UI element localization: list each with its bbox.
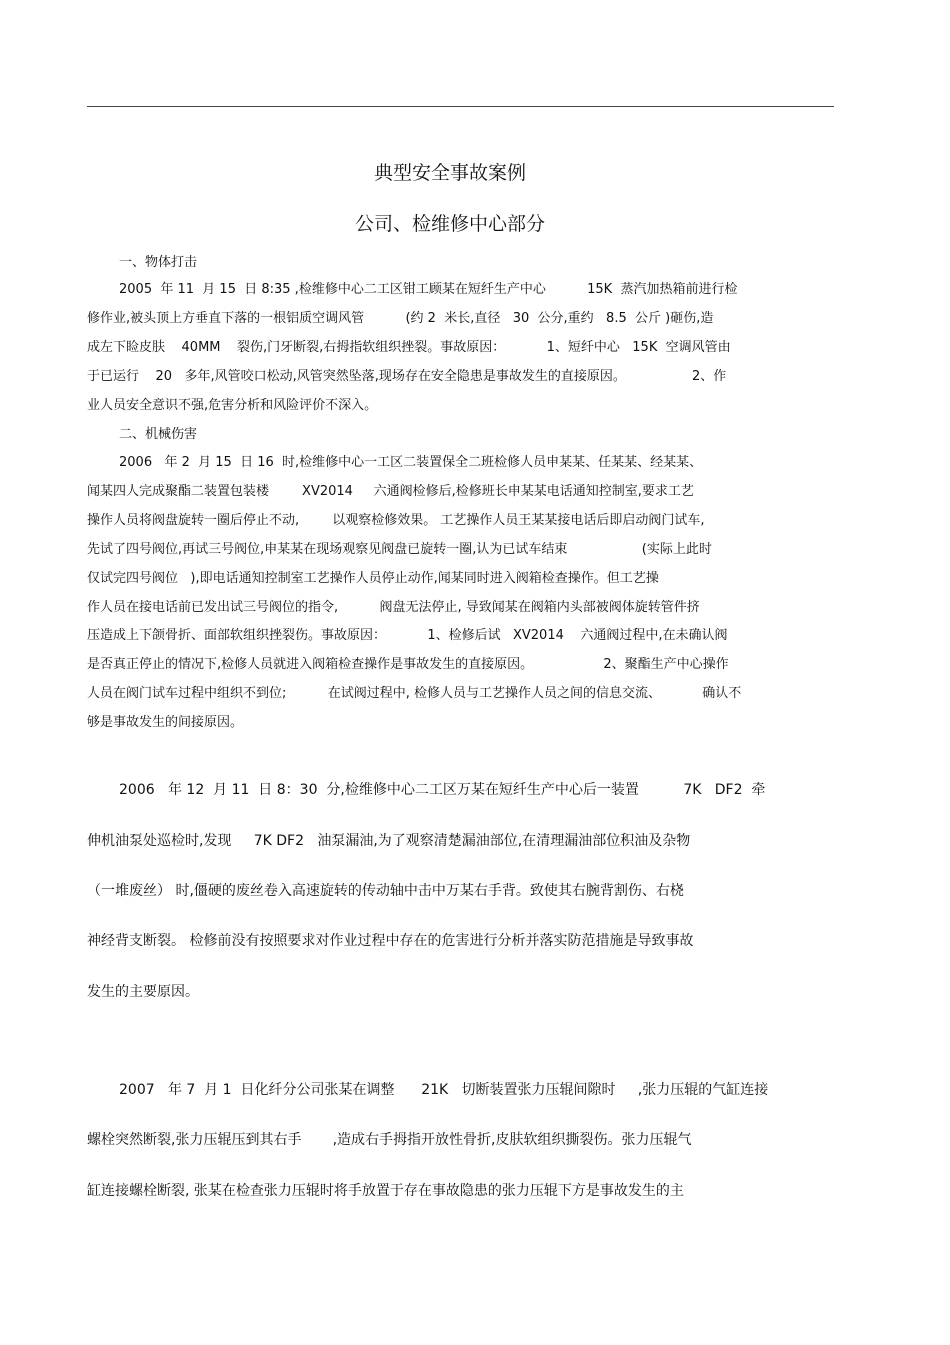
paragraph-line: 发生的主要原因。 — [87, 984, 199, 1000]
paragraph-line: 人员在阀门试车过程中组织不到位; 在试阀过程中, 检修人员与工艺操作人员之间的信息交流、 确认不 — [87, 686, 742, 701]
paragraph-line: 于已运行 20 多年,风管咬口松动,风管突然坠落,现场存在安全隐患是事故发生的直接原因。 2、作 — [87, 369, 727, 384]
paragraph-line: 是否真正停止的情况下,检修人员就进入阀箱检查操作是事故发生的直接原因。 2、聚酯生产中心操作 — [87, 657, 729, 672]
paragraph-line: 修作业,被头顶上方垂直下落的一根铝质空调风管 (约 2 米长,直径 30 公分,重约 8.5 公斤 )砸伤,造 — [87, 311, 714, 326]
paragraph-line: （一堆废丝） 时,僵硬的废丝卷入高速旋转的传动轴中击中万某右手背。致使其右腕背割伤、右桡 — [87, 883, 684, 899]
paragraph-line: 2006 年 2 月 15 日 16 时,检维修中心一工区二装置保全二班检修人员申某某、任某某、经某某、 — [119, 455, 703, 470]
paragraph-line: 2006 年 12 月 11 日 8：30 分,检维修中心二工区万某在短纤生产中心后一装置 7K DF2 牵 — [119, 782, 766, 798]
paragraph-line: 仅试完四号阀位 ),即电话通知控制室工艺操作人员停止动作,闻某同时进入阀箱检查操作。但工艺操 — [87, 571, 659, 586]
doc-subtitle: 公司、检维修中心部分 — [354, 213, 545, 235]
paragraph-line: 够是事故发生的间接原因。 — [87, 715, 244, 730]
paragraph-line: 业人员安全意识不强,危害分析和风险评价不深入。 — [87, 398, 378, 413]
paragraph-line: 螺栓突然断裂,张力压辊压到其右手 ,造成右手拇指开放性骨折,皮肤软组织撕裂伤。张力压辊气 — [87, 1132, 692, 1148]
paragraph-line: 压造成上下颌骨折、面部软组织挫裂伤。事故原因： 1、检修后试 XV2014 六通阀过程中,在未确认阀 — [87, 628, 728, 643]
doc-title: 典型安全事故案例 — [373, 162, 526, 184]
paragraph-line: 缸连接螺栓断裂, 张某在检查张力压辊时将手放置于存在事故隐患的张力压辊下方是事故发生的主 — [87, 1183, 684, 1199]
header-rule — [87, 106, 834, 107]
paragraph-line: 神经背支断裂。 检修前没有按照要求对作业过程中存在的危害进行分析并落实防范措施是导致事故 — [87, 933, 694, 949]
paragraph-line: 成左下睑皮肤 40MM 裂伤,门牙断裂,右拇指软组织挫裂。事故原因： 1、短纤中心 15K 空调风管由 — [87, 340, 731, 355]
section-heading-struck-by-object: 一、物体打击 — [119, 255, 198, 270]
paragraph-line: 操作人员将阀盘旋转一圈后停止不动, 以观察检修效果。 工艺操作人员王某某接电话后即启动阀门试车, — [87, 513, 705, 528]
paragraph-line: 伸机油泵处巡检时,发现 7K DF2 油泵漏油,为了观察清楚漏油部位,在清理漏油部位积油及杂物 — [87, 833, 691, 849]
section-heading-mechanical-injury: 二、机械伤害 — [119, 427, 198, 442]
paragraph-line: 2005 年 11 月 15 日 8:35 ,检维修中心二工区钳工顾某在短纤生产中心 15K 蒸汽加热箱前进行检 — [119, 282, 738, 297]
paragraph-line: 先试了四号阀位,再试三号阀位,申某某在现场观察见阀盘已旋转一圈,认为已试车结束 (实际上此时 — [87, 542, 712, 557]
paragraph-line: 闻某四人完成聚酯二装置包装楼 XV2014 六通阀检修后,检修班长申某某电话通知控制室,要求工艺 — [87, 484, 694, 499]
paragraph-line: 作人员在接电话前已发出试三号阀位的指令, 阀盘无法停止, 导致闻某在阀箱内头部被阀体旋转管件挤 — [87, 600, 700, 615]
paragraph-line: 2007 年 7 月 1 日化纤分公司张某在调整 21K 切断装置张力压辊间隙时 ,张力压辊的气缸连接 — [119, 1082, 769, 1098]
